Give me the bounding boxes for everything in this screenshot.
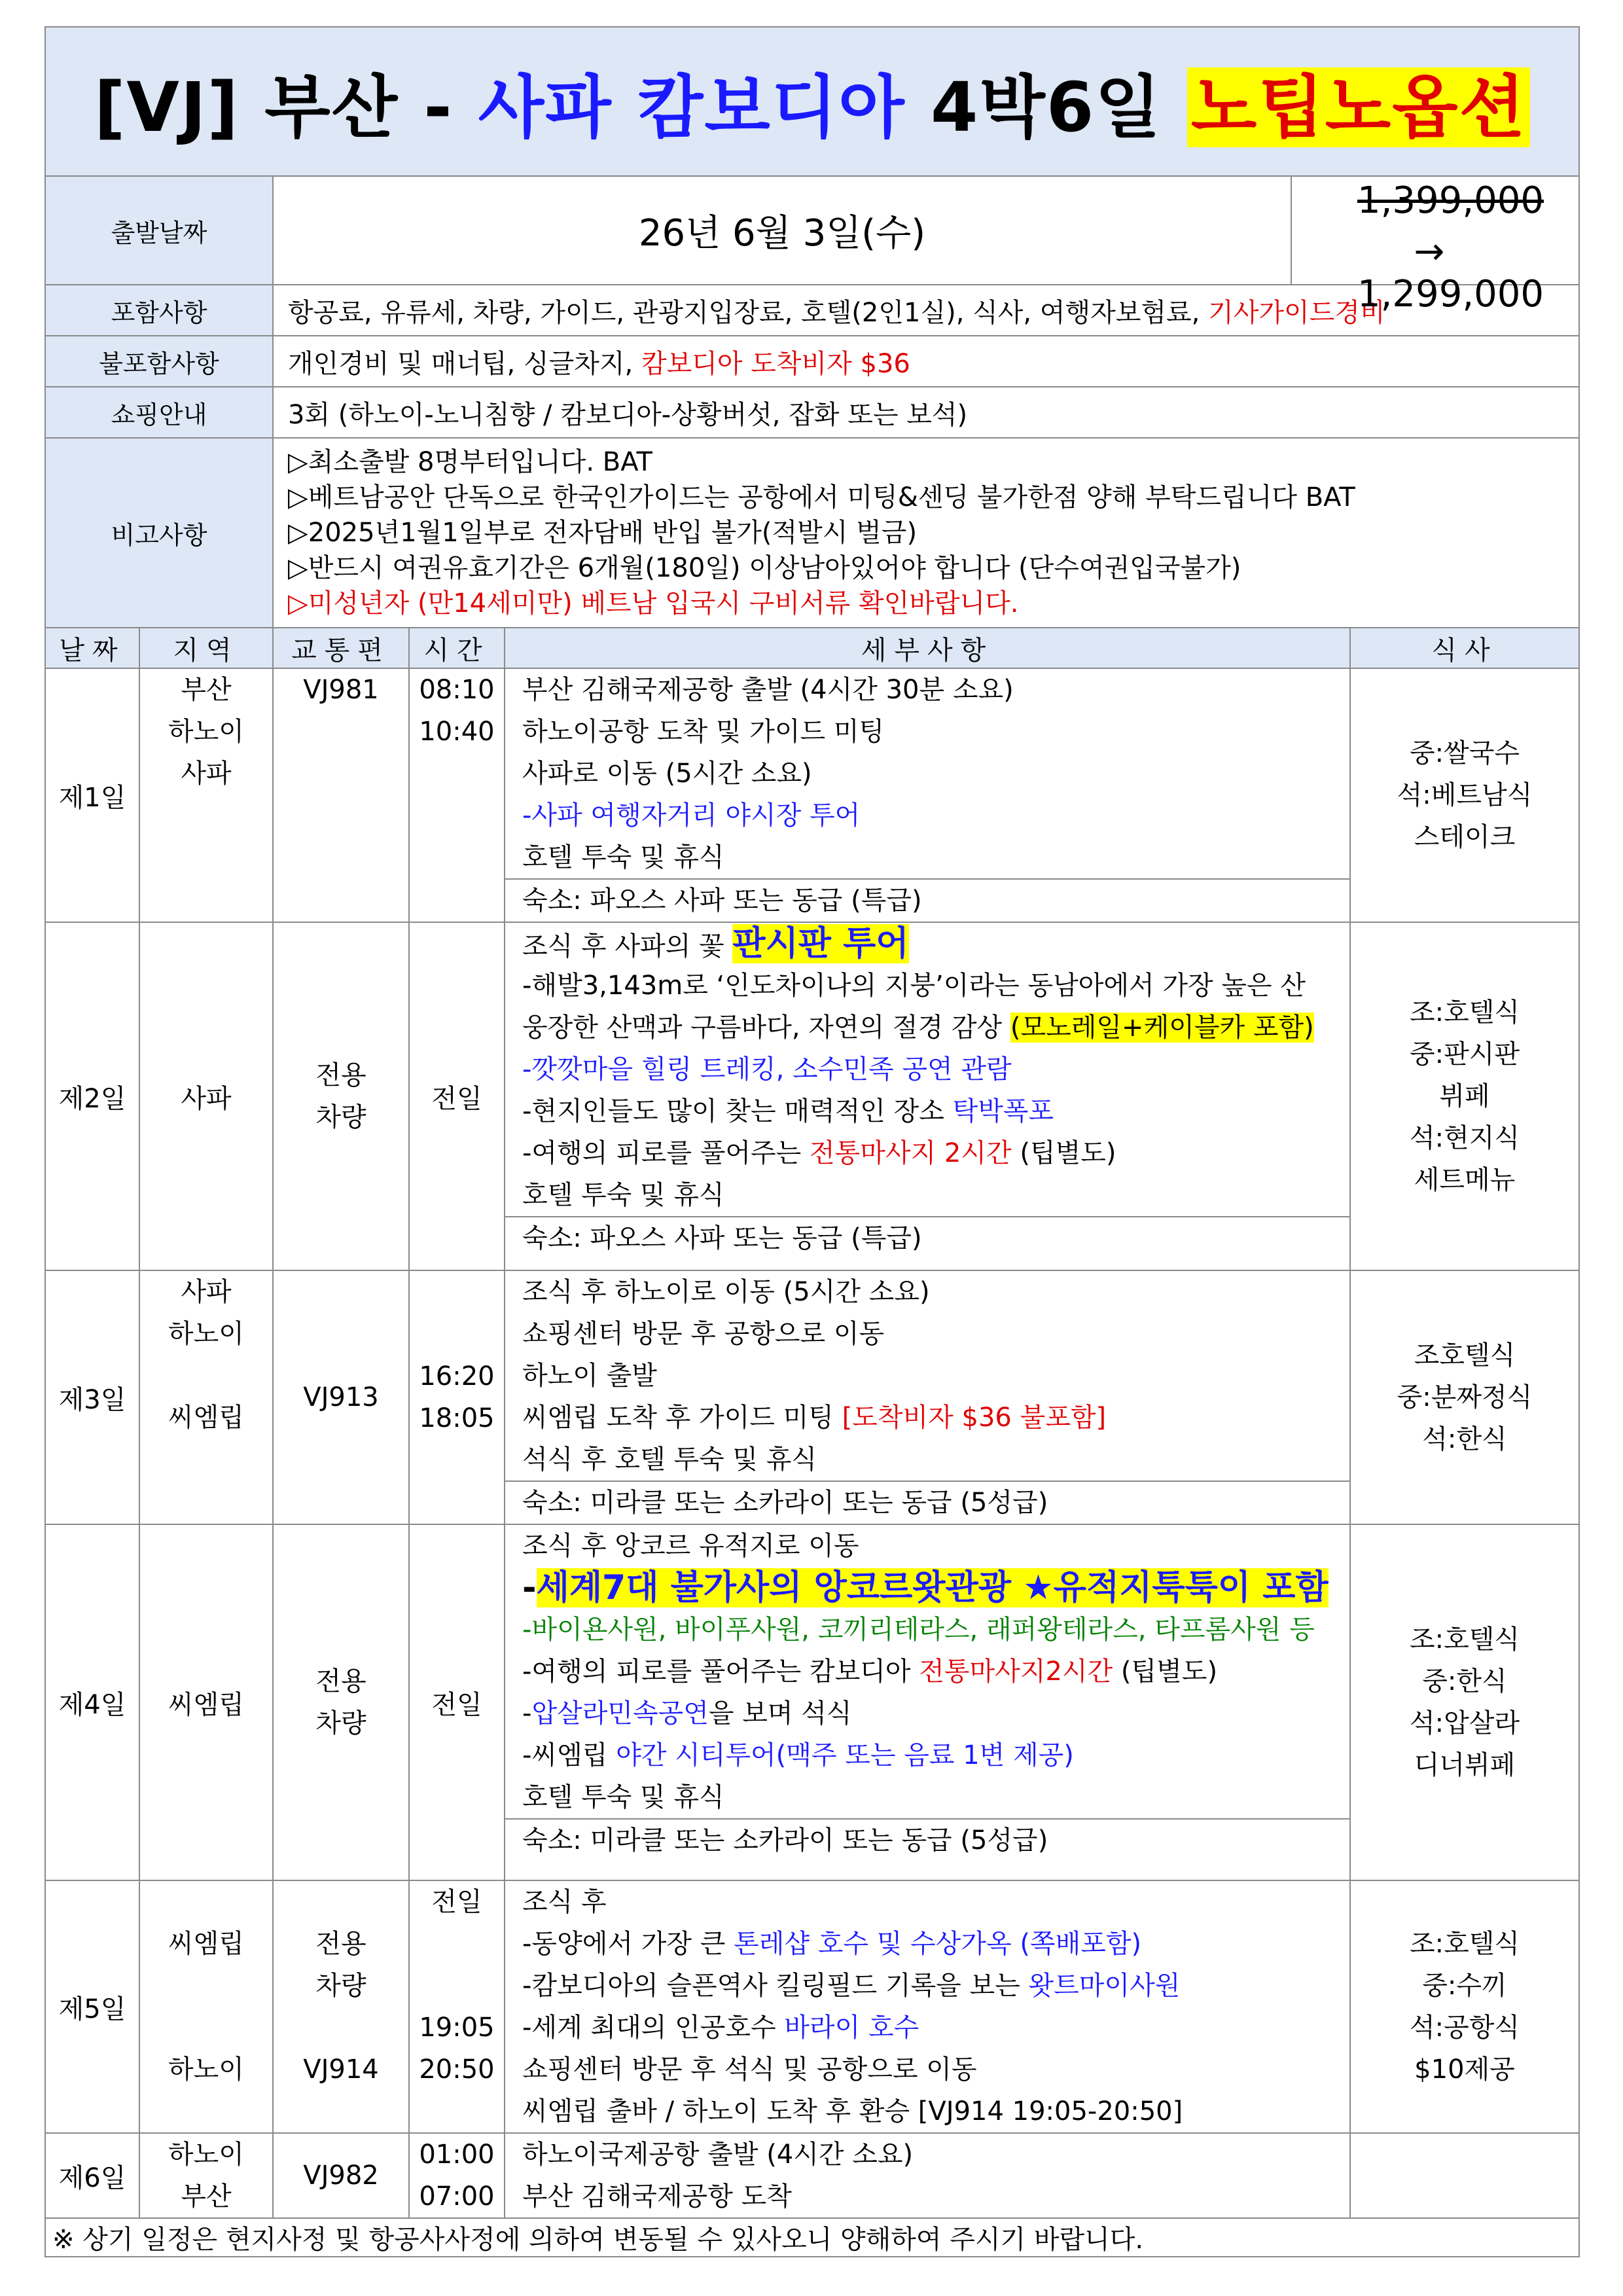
detail-highlight: 왓트마이사원	[1028, 1971, 1181, 2001]
transport-text: 전용	[315, 1666, 366, 1696]
day-meals	[1350, 2133, 1579, 2218]
meal-text: 조:호텔식	[1409, 1929, 1520, 1959]
excluded-text	[273, 336, 1579, 387]
detail-text: -	[522, 1568, 537, 1607]
detail-highlight: 탁박폭포	[952, 1096, 1054, 1126]
notes-label: 비고사항	[45, 438, 273, 628]
detail-highlight: 톤레샵 호수 및 수상가옥 (쪽배포함)	[734, 1929, 1142, 1959]
day-regions	[139, 1880, 273, 2133]
day-details	[505, 2133, 1350, 2218]
excluded-text-main: 개인경비 및 매너팁, 싱글차지,	[288, 348, 641, 379]
day-regions	[139, 668, 273, 922]
detail-line	[505, 923, 1349, 965]
detail-line	[505, 1090, 1349, 1132]
detail-text: 을 보며 석식	[708, 1698, 852, 1729]
region-text: 하노이	[168, 717, 244, 747]
detail-line: 하노이국제공항 출발 (4시간 소요)	[522, 2140, 914, 2170]
detail-line: 호텔 투숙 및 휴식	[522, 1180, 724, 1210]
footer-note: ※ 상기 일정은 현지사정 및 항공사사정에 의하여 변동될 수 있사오니 양해하여 주시기 바랍니다.	[45, 2218, 1579, 2257]
day-details	[505, 1880, 1350, 2133]
detail-line: -사파 여행자거리 야시장 투어	[522, 800, 861, 831]
transport-text: 차량	[315, 1708, 366, 1738]
detail-line	[505, 1923, 1349, 1965]
day-details	[505, 1524, 1350, 1880]
meal-text: 뷔페	[1439, 1081, 1490, 1111]
detail-line	[505, 1693, 1349, 1734]
meal-text: 세트메뉴	[1414, 1165, 1516, 1195]
time-text	[410, 1923, 504, 1965]
detail-line: -바이욘사원, 바이푸사원, 코끼리테라스, 래퍼왕테라스, 타프롬사원 등	[522, 1615, 1315, 1645]
region-text: 하노이	[168, 2140, 244, 2170]
note-line-warning: ▷미성년자 (만14세미만) 베트남 입국시 구비서류 확인바랍니다.	[288, 588, 1019, 619]
stay-line: 숙소: 파오스 사파 또는 동급 (특급)	[505, 1216, 1349, 1259]
departure-date: 26년 6월 3일(수)	[273, 176, 1291, 285]
header-time: 시간	[409, 628, 505, 668]
day-label: 제2일	[45, 922, 139, 1270]
meal-text: 조호텔식	[1414, 1340, 1516, 1371]
detail-text: -캄보디아의 슬픈역사 킬링필드 기록을 보는	[522, 1971, 1029, 2001]
meal-text: 중:한식	[1422, 1666, 1507, 1696]
day-meals	[1350, 668, 1579, 922]
day-times	[409, 2133, 505, 2218]
day-label: 제4일	[45, 1524, 139, 1880]
detail-line	[505, 2007, 1349, 2049]
detail-text: (팁별도)	[1011, 1138, 1116, 1168]
detail-highlight: 세계7대 불가사의 앙코르왓관광 ★유적지툭툭이 포함	[536, 1568, 1329, 1607]
detail-highlight: 압살라민속공연	[531, 1698, 709, 1729]
region-text: 부산	[181, 675, 232, 705]
day-transport: VJ913	[273, 1270, 409, 1524]
detail-line: 호텔 투숙 및 휴식	[522, 842, 724, 872]
detail-line: 쇼핑센터 방문 후 공항으로 이동	[522, 1319, 885, 1349]
day-times	[409, 1270, 505, 1524]
excluded-label: 불포함사항	[45, 336, 273, 387]
day-meals	[1350, 922, 1579, 1270]
detail-text: -여행의 피로를 풀어주는	[522, 1138, 810, 1168]
detail-line: 부산 김해국제공항 도착	[522, 2181, 792, 2212]
note-line: ▷베트남공안 단독으로 한국인가이드는 공항에서 미팅&센딩 불가한점 양해 부탁드립니다 BAT	[288, 482, 1355, 512]
meal-text: 중:분짜정식	[1397, 1382, 1533, 1412]
day-details	[505, 1270, 1350, 1524]
price-cell	[1291, 176, 1579, 315]
day-label: 제5일	[45, 1880, 139, 2133]
detail-text: -씨엠립	[522, 1740, 616, 1770]
transport-text	[274, 2007, 408, 2049]
detail-highlight: 야간 시티투어(맥주 또는 음료 1변 제공)	[616, 1740, 1074, 1770]
detail-text: -동양에서 가장 큰	[522, 1929, 734, 1959]
day-row	[45, 668, 1579, 922]
detail-highlight: 전통마사지2시간	[919, 1657, 1113, 1687]
detail-line: 호텔 투숙 및 휴식	[522, 1782, 724, 1812]
stay-line: 숙소: 미라클 또는 소카라이 또는 동급 (5성급)	[505, 1818, 1349, 1861]
page-title	[45, 27, 1579, 176]
detail-line: 쇼핑센터 방문 후 석식 및 공항으로 이동	[522, 2054, 977, 2085]
detail-line	[505, 1132, 1349, 1174]
detail-line	[505, 1651, 1349, 1693]
excluded-text-red: 캄보디아 도착비자 $36	[641, 348, 910, 379]
detail-line: 하노이 출발	[522, 1361, 657, 1391]
meal-text: 조:호텔식	[1409, 997, 1520, 1028]
meal-text: $10제공	[1414, 2054, 1515, 2085]
detail-line: -깟깟마을 힐링 트레킹, 소수민족 공연 관람	[522, 1054, 1012, 1085]
transport-text: VJ914	[303, 2054, 379, 2085]
meal-text: 석:베트남식	[1397, 780, 1533, 810]
detail-line	[505, 1567, 1349, 1609]
price-new	[1357, 230, 1578, 315]
region-text: 부산	[181, 2181, 232, 2212]
day-region: 사파	[139, 922, 273, 1270]
price-new-value: 1,299,000	[1357, 273, 1544, 315]
note-line: ▷반드시 여권유효기간은 6개월(180일) 이상남아있어야 합니다 (단수여권입국불가)	[288, 553, 1241, 583]
day-label: 제1일	[45, 668, 139, 922]
detail-line: 사파로 이동 (5시간 소요)	[522, 759, 812, 789]
transport-text: 전용	[315, 1929, 366, 1959]
time-text: 전일	[431, 1887, 482, 1917]
day-label: 제3일	[45, 1270, 139, 1524]
itinerary-table	[45, 26, 1580, 2257]
detail-text: 웅장한 산맥과 구름바다, 자연의 절경 감상	[522, 1013, 1010, 1043]
day-meals	[1350, 1524, 1579, 1880]
detail-line	[505, 1007, 1349, 1049]
time-text: 08:10	[419, 675, 495, 705]
detail-line: -해발3,143m로 ‘인도차이나의 지붕’이라는 동남아에서 가장 높은 산	[522, 971, 1306, 1001]
day-row	[45, 922, 1579, 1270]
time-text: 20:50	[419, 2054, 495, 2085]
day-meals	[1350, 1270, 1579, 1524]
day-details	[505, 668, 1350, 922]
day-details	[505, 922, 1350, 1270]
time-text: 16:20	[419, 1361, 495, 1391]
day-meals	[1350, 1880, 1579, 2133]
detail-highlight: (모노레일+케이블카 포함)	[1010, 1013, 1314, 1043]
included-text-red: 기사가이드경비	[1208, 297, 1385, 328]
title-duration: 4박6일	[905, 67, 1187, 147]
detail-text: (팁별도)	[1113, 1657, 1218, 1687]
day-transport: VJ981	[273, 668, 409, 922]
shopping-text: 3회 (하노이-노니침향 / 캄보디아-상황버섯, 잡화 또는 보석)	[273, 387, 1579, 438]
departure-label: 출발날짜	[45, 176, 273, 285]
time-text: 19:05	[419, 2013, 495, 2043]
region-text: 사파	[181, 759, 232, 789]
detail-highlight: 전통마사지 2시간	[809, 1138, 1012, 1168]
note-line: ▷2025년1월1일부로 전자담배 반입 불가(적발시 벌금)	[288, 518, 918, 548]
meal-text: 석:현지식	[1409, 1123, 1520, 1153]
day-transport	[273, 1880, 409, 2133]
day-region: 씨엠립	[139, 1524, 273, 1880]
region-text: 하노이	[168, 2054, 244, 2085]
meal-text: 중:수끼	[1422, 1971, 1507, 2001]
stay-line: 숙소: 파오스 사파 또는 동급 (특급)	[505, 878, 1349, 922]
day-transport	[273, 922, 409, 1270]
day-transport	[273, 1524, 409, 1880]
transport-text: 차량	[315, 1102, 366, 1132]
region-text	[140, 1965, 272, 2007]
detail-line: 조식 후 앙코르 유적지로 이동	[522, 1531, 859, 1561]
day-row	[45, 1270, 1579, 1524]
detail-line: 씨엠립 출바 / 하노이 도착 후 환승 [VJ914 19:05-20:50]	[522, 2096, 1183, 2126]
time-text: 01:00	[419, 2140, 495, 2170]
detail-line: 하노이공항 도착 및 가이드 미팅	[522, 717, 885, 747]
detail-line: 석식 후 호텔 투숙 및 휴식	[522, 1444, 817, 1475]
transport-text: 전용	[315, 1060, 366, 1090]
detail-line: 조식 후	[522, 1887, 607, 1917]
itinerary-sheet	[45, 26, 1578, 2257]
region-text	[140, 1355, 272, 1397]
header-transport: 교통편	[273, 628, 409, 668]
day-row	[45, 1880, 1579, 2133]
detail-text: -	[522, 1698, 532, 1729]
time-text: 07:00	[419, 2181, 495, 2212]
detail-highlight: 판시판 투어	[732, 924, 909, 963]
day-transport: VJ982	[273, 2133, 409, 2218]
meal-text: 석:공항식	[1409, 2013, 1520, 2043]
time-text	[410, 1965, 504, 2007]
header-details: 세부사항	[505, 628, 1350, 668]
region-text: 사파	[181, 1277, 232, 1307]
day-label: 제6일	[45, 2133, 139, 2218]
title-prefix: [VJ] 부산 -	[94, 67, 478, 147]
included-label: 포함사항	[45, 285, 273, 336]
detail-line	[505, 1734, 1349, 1776]
day-row	[45, 2133, 1579, 2218]
price-old: 1,399,000	[1357, 179, 1544, 222]
shopping-label: 쇼핑안내	[45, 387, 273, 438]
included-text-main: 항공료, 유류세, 차량, 가이드, 관광지입장료, 호텔(2인1실), 식사, 여행자보험료,	[288, 297, 1209, 328]
transport-text	[274, 1881, 408, 1923]
detail-line	[505, 1397, 1349, 1439]
day-times	[409, 1880, 505, 2133]
note-line: ▷최소출발 8명부터입니다. BAT	[288, 447, 652, 477]
region-text: 씨엠립	[168, 1929, 244, 1959]
detail-line: 부산 김해국제공항 출발 (4시간 30분 소요)	[522, 675, 1014, 705]
detail-text: -여행의 피로를 풀어주는 캄보디아	[522, 1657, 919, 1687]
title-destination: 사파 캄보디아	[478, 67, 906, 147]
day-row	[45, 1524, 1579, 1880]
meal-text: 디너뷔페	[1414, 1750, 1516, 1780]
day-regions	[139, 2133, 273, 2218]
title-badge: 노팁노옵션	[1187, 67, 1530, 147]
meal-text: 석:한식	[1422, 1424, 1507, 1454]
header-meals: 식사	[1350, 628, 1579, 668]
region-text	[140, 2007, 272, 2049]
day-regions	[139, 1270, 273, 1524]
meal-text: 스테이크	[1414, 822, 1516, 852]
header-day: 날짜	[45, 628, 139, 668]
time-text: 10:40	[419, 717, 495, 747]
meal-text: 중:쌀국수	[1409, 738, 1520, 768]
detail-text: 씨엠립 도착 후 가이드 미팅	[522, 1403, 842, 1433]
transport-text: 차량	[315, 1971, 366, 2001]
region-text	[140, 1881, 272, 1923]
region-text: 하노이	[168, 1319, 244, 1349]
arrow-icon: →	[1414, 230, 1445, 273]
detail-line: 조식 후 하노이로 이동 (5시간 소요)	[522, 1277, 930, 1307]
region-text: 씨엠립	[168, 1403, 244, 1433]
day-times	[409, 668, 505, 922]
detail-text: -세계 최대의 인공호수	[522, 2013, 785, 2043]
stay-line: 숙소: 미라클 또는 소카라이 또는 동급 (5성급)	[505, 1480, 1349, 1524]
meal-text: 조:호텔식	[1409, 1624, 1520, 1655]
meal-text: 중:판시판	[1409, 1039, 1520, 1069]
day-time: 전일	[409, 1524, 505, 1880]
detail-line	[505, 1965, 1349, 2007]
meal-text: 석:압살라	[1409, 1708, 1520, 1738]
detail-text: 조식 후 사파의 꽃	[522, 931, 733, 961]
detail-highlight: [도착비자 $36 불포함]	[842, 1403, 1107, 1433]
header-region: 지역	[139, 628, 273, 668]
detail-highlight: 바라이 호수	[784, 2013, 919, 2043]
notes-list	[273, 438, 1579, 628]
time-text: 18:05	[419, 1403, 495, 1433]
day-time: 전일	[409, 922, 505, 1270]
detail-text: -현지인들도 많이 찾는 매력적인 장소	[522, 1096, 953, 1126]
